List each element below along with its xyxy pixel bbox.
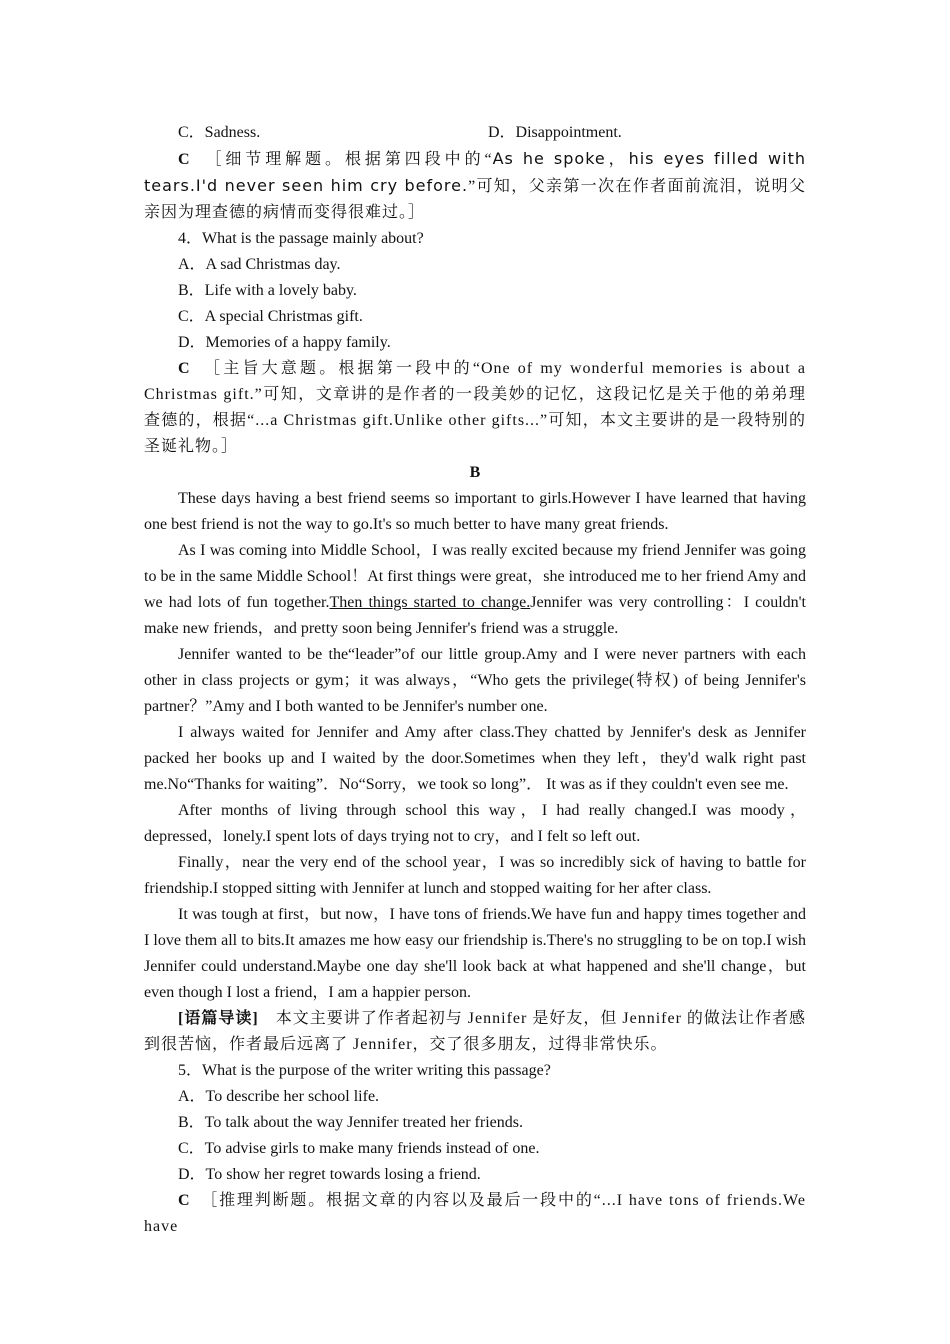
q5-option-d: D．To show her regret towards losing a friend. (178, 1166, 481, 1183)
passage-paragraph-1: These days having a best friend seems so important to girls.However I have learned that having one best friend is not the way to go.It's so much better to have many great friends. (144, 490, 806, 533)
q5-option-a: A．To describe her school life. (178, 1088, 380, 1105)
q5-answer-letter: C (178, 1192, 191, 1209)
guide-text: 本文主要讲了作者起初与 Jennifer 是好友，但 Jennifer 的做法让作者感到很苦恼，作者最后远离了 Jennifer，交了很多朋友，过得非常快乐。 (144, 1010, 806, 1053)
q5-option-b: B．To talk about the way Jennifer treated her friends. (178, 1114, 523, 1131)
q3-answer-quote: As he spoke，his eyes filled with tears.I'd never seen him cry before. (144, 149, 806, 195)
passage-paragraph-2 (144, 538, 806, 642)
passage-paragraph-4: I always waited for Jennifer and Amy after class.They chatted by Jennifer's desk as Jennifer packed her books up and I waited by the door.Sometimes when they left，they'd walk right past me.No“Thanks for waiting”．No“Sorry，we took so long”． It was as if they couldn't even see me. (144, 724, 806, 793)
guide-label: [语篇导读] (178, 1010, 259, 1027)
passage-p2-end: Jennifer was very controlling：I couldn't make new friends，and pretty soon being Jennifer's friend was a struggle. (144, 594, 806, 637)
q4-option-d: D．Memories of a happy family. (178, 334, 391, 351)
q4-answer-text: ［主旨大意题。根据第一段中的“One of my wonderful memories is about a Christmas gift.”可知，文章讲的是作者的一段美妙的记忆，这段记忆是关于他的弟弟理查德的，根据“...a Christmas gift.Unlike other gifts...”可知，本文主要讲的是一段特别的圣诞礼物。］ (144, 360, 806, 455)
q5-option-c: C．To advise girls to make many friends instead of one. (178, 1140, 540, 1157)
q4-answer (144, 356, 806, 460)
passage-paragraph-3: Jennifer wanted to be the“leader”of our little group.Amy and I were never partners with each other in class projects or gym；it was always，“Who gets the privilege(特权) of being Jennifer's partner？”Amy and I both wanted to be Jennifer's number one. (144, 646, 806, 715)
q4-option-a: A．A sad Christmas day. (178, 256, 341, 273)
q5-answer (144, 1188, 806, 1240)
q3-answer-text1: ［细节理解题。根据第四段中的“ (213, 151, 493, 168)
q3-answer-letter: C (178, 151, 191, 168)
q3-options-row (144, 120, 806, 146)
passage-paragraph-5: After months of living through school this way，I had really changed.I was moody，depressed，lonely.I spent lots of days trying not to cry，and I felt so left out. (144, 802, 806, 845)
document-page (144, 120, 806, 1240)
passage-guide (144, 1006, 806, 1058)
q4-option-c: C．A special Christmas gift. (178, 308, 363, 325)
q3-answer-text2: ”可知，父亲第一次在作者面前流泪，说明父亲因为理查德的病情而变得很难过。］ (144, 178, 806, 221)
q3-answer (144, 146, 806, 226)
q4-option-b: B．Life with a lovely baby. (178, 282, 357, 299)
passage-paragraph-6: Finally，near the very end of the school year，I was so incredibly sick of having to battle for friendship.I stopped sitting with Jennifer at lunch and stopped waiting for her after class. (144, 854, 806, 897)
q5-question: 5．What is the purpose of the writer writing this passage? (178, 1062, 551, 1079)
section-b-heading: B (469, 464, 481, 481)
q4-question: 4．What is the passage mainly about? (178, 230, 424, 247)
q5-answer-text: ［推理判断题。根据文章的内容以及最后一段中的“...I have tons of friends.We have (144, 1192, 806, 1235)
underlined-sentence: Then things started to change. (329, 594, 531, 611)
q4-answer-letter: C (178, 360, 191, 377)
passage-p2-start: As I was coming into Middle School，I was really excited because my friend Jennifer was going to be in the same Middle School！At first things were great，she introduced me to her friend Amy and we had lots of fun together. (144, 542, 806, 611)
passage-paragraph-7: It was tough at first，but now，I have tons of friends.We have fun and happy times together and I love them all to bits.It amazes me how easy our friendship is.There's no struggling to be on top.I wish Jennifer could understand.Maybe one day she'll look back at what happened and she'll change，but even though I lost a friend，I am a happier person. (144, 906, 806, 1001)
q3-option-d: D．Disappointment. (488, 124, 622, 141)
q3-option-c: C．Sadness. (178, 124, 261, 141)
